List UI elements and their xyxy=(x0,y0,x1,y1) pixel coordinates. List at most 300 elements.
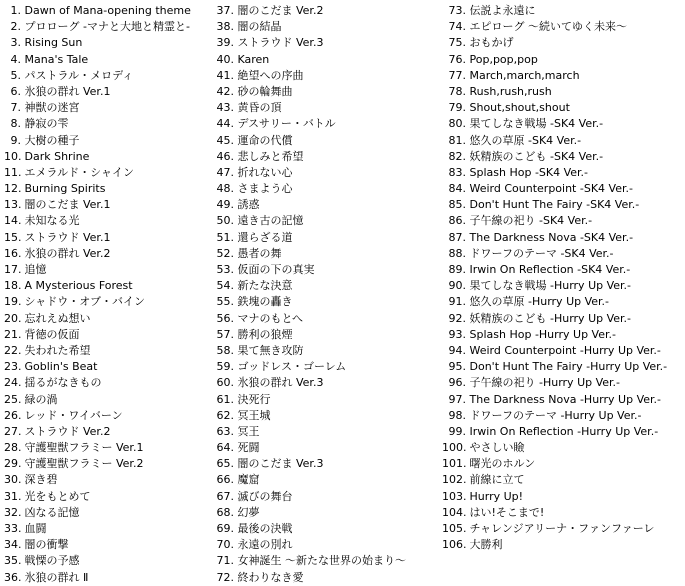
track-row xyxy=(4,343,212,359)
tracklist-column-2 xyxy=(216,3,438,586)
track-number: 79. xyxy=(448,101,466,115)
track-number: 91. xyxy=(448,295,466,309)
track-row xyxy=(4,35,212,51)
track-number: 99. xyxy=(448,424,466,438)
track-number: 68. xyxy=(216,505,234,519)
track-title: マナのもとへ xyxy=(237,311,304,325)
track-number: 28. xyxy=(4,441,22,455)
track-number: 10. xyxy=(4,149,22,163)
track-title: 愚者の舞 xyxy=(237,246,282,260)
track-title: ストラウド Ver.3 xyxy=(237,36,324,50)
track-title: 永遠の別れ xyxy=(237,538,293,552)
track-row xyxy=(216,3,438,19)
track-number: 17. xyxy=(4,263,22,276)
track-title: やさしい瞼 xyxy=(469,441,525,455)
track-title: March,march,march xyxy=(469,68,580,82)
track-row xyxy=(4,489,212,505)
track-number: 57. xyxy=(216,327,234,341)
track-number: 65. xyxy=(216,457,234,471)
track-number: 63. xyxy=(216,424,234,438)
track-title: はい!そこまで! xyxy=(469,505,545,519)
track-title: エピローグ 〜続いてゆく未来〜 xyxy=(469,20,627,34)
track-row xyxy=(442,100,682,116)
track-number: 95. xyxy=(448,360,466,374)
track-row xyxy=(4,52,212,68)
track-number: 35. xyxy=(4,554,22,568)
track-row xyxy=(4,19,212,35)
track-title: パストラル・メロディ xyxy=(24,68,134,82)
track-number: 64. xyxy=(216,441,234,455)
track-number: 50. xyxy=(216,214,234,228)
track-number: 31. xyxy=(4,489,22,503)
track-title: 黄昏の頂 xyxy=(237,101,282,115)
track-title: Don't Hunt The Fairy -Hurry Up Ver.- xyxy=(469,360,668,374)
track-title: A Mysterious Forest xyxy=(24,279,133,293)
track-row xyxy=(4,553,212,569)
track-row xyxy=(216,570,438,586)
track-title: 失われた希望 xyxy=(24,343,91,357)
track-title: 追憶 xyxy=(24,263,47,276)
track-number: 24. xyxy=(4,376,22,390)
track-row xyxy=(216,408,438,424)
track-row xyxy=(442,440,682,456)
track-number: 93. xyxy=(448,327,466,341)
track-number: 80. xyxy=(448,117,466,131)
track-number: 104. xyxy=(442,505,467,519)
track-title: ストラウド Ver.2 xyxy=(24,424,111,438)
track-number: 39. xyxy=(216,36,234,50)
track-number: 25. xyxy=(4,392,22,406)
track-number: 27. xyxy=(4,424,22,438)
track-title: エメラルド・シャイン xyxy=(24,165,134,179)
track-row xyxy=(442,68,682,84)
track-number: 77. xyxy=(448,68,466,82)
track-number: 49. xyxy=(216,198,234,212)
track-row xyxy=(442,84,682,100)
track-number: 98. xyxy=(448,408,466,422)
track-title: 冥王城 xyxy=(237,408,271,422)
track-title: さまよう心 xyxy=(237,182,293,196)
track-row xyxy=(442,230,682,246)
track-number: 33. xyxy=(4,522,22,535)
track-title: おもかげ xyxy=(469,36,514,50)
track-row xyxy=(216,262,438,278)
track-row xyxy=(4,424,212,440)
track-row xyxy=(216,343,438,359)
track-title: 死闘 xyxy=(237,441,260,455)
track-number: 74. xyxy=(448,20,466,34)
track-row xyxy=(4,197,212,213)
track-number: 96. xyxy=(448,376,466,390)
track-row xyxy=(442,213,682,229)
track-number: 18. xyxy=(4,279,22,293)
track-title: Shout,shout,shout xyxy=(469,101,570,115)
track-row xyxy=(442,133,682,149)
track-number: 101. xyxy=(442,457,467,471)
track-row xyxy=(216,19,438,35)
track-row xyxy=(216,440,438,456)
track-row xyxy=(442,35,682,51)
track-number: 76. xyxy=(448,52,466,66)
track-title: 氷狼の群れ Ver.3 xyxy=(237,376,324,390)
track-title: 光をもとめて xyxy=(24,489,91,503)
track-row xyxy=(216,52,438,68)
track-number: 15. xyxy=(4,230,22,244)
track-row xyxy=(4,84,212,100)
track-title: レッド・ワイバーン xyxy=(24,408,123,422)
track-number: 89. xyxy=(448,263,466,276)
track-title: 子午線の祀り -Hurry Up Ver.- xyxy=(469,376,621,390)
track-number: 87. xyxy=(448,230,466,244)
track-number: 62. xyxy=(216,408,234,422)
track-row xyxy=(216,424,438,440)
track-number: 47. xyxy=(216,165,234,179)
track-number: 30. xyxy=(4,473,22,487)
track-row xyxy=(216,521,438,537)
track-title: Hurry Up! xyxy=(469,489,524,503)
track-row xyxy=(442,116,682,132)
track-number: 75. xyxy=(448,36,466,50)
track-number: 21. xyxy=(4,327,22,341)
track-title: ゴッドレス・ゴーレム xyxy=(237,360,347,374)
track-row xyxy=(442,343,682,359)
track-title: 大樹の種子 xyxy=(24,133,80,147)
track-title: 緑の渦 xyxy=(24,392,58,406)
track-row xyxy=(442,19,682,35)
track-number: 53. xyxy=(216,263,234,276)
track-number: 5. xyxy=(10,68,21,82)
track-row xyxy=(4,3,212,19)
track-number: 4. xyxy=(10,52,21,66)
track-title: シャドウ・オブ・バイン xyxy=(24,295,145,309)
track-title: 終わりなき愛 xyxy=(237,570,304,584)
track-number: 73. xyxy=(448,4,466,17)
track-title: 悠久の草原 -Hurry Up Ver.- xyxy=(469,295,610,309)
track-number: 8. xyxy=(10,117,21,131)
track-row xyxy=(216,553,438,569)
track-row xyxy=(216,165,438,181)
track-row xyxy=(216,149,438,165)
track-title: 決死行 xyxy=(237,392,271,406)
track-number: 86. xyxy=(448,214,466,228)
track-title: 氷狼の群れ Ⅱ xyxy=(24,570,89,584)
track-number: 11. xyxy=(4,165,22,179)
track-number: 48. xyxy=(216,182,234,196)
track-row xyxy=(4,375,212,391)
track-title: 冥王 xyxy=(237,424,260,438)
track-row xyxy=(4,537,212,553)
track-row xyxy=(216,100,438,116)
track-row xyxy=(4,246,212,262)
track-row xyxy=(216,505,438,521)
track-title: 女神誕生 〜新たな世界の始まり〜 xyxy=(237,554,406,568)
track-number: 69. xyxy=(216,522,234,535)
track-row xyxy=(216,278,438,294)
track-number: 84. xyxy=(448,182,466,196)
track-number: 13. xyxy=(4,198,22,212)
track-row xyxy=(442,327,682,343)
track-row xyxy=(216,392,438,408)
track-title: 守護聖獣フラミー Ver.1 xyxy=(24,441,144,455)
track-title: Rush,rush,rush xyxy=(469,84,552,98)
track-row xyxy=(442,3,682,19)
track-number: 14. xyxy=(4,214,22,228)
track-title: 新たな決意 xyxy=(237,279,293,293)
track-row xyxy=(4,505,212,521)
track-title: Burning Spirits xyxy=(24,182,106,196)
track-title: プロローグ -マナと大地と精霊と- xyxy=(24,20,190,34)
track-number: 54. xyxy=(216,279,234,293)
track-title: Splash Hop -SK4 Ver.- xyxy=(469,165,589,179)
track-number: 6. xyxy=(10,84,21,98)
track-number: 72. xyxy=(216,570,234,584)
track-row xyxy=(442,311,682,327)
track-title: 未知なる光 xyxy=(24,214,80,228)
track-row xyxy=(442,262,682,278)
track-title: Rising Sun xyxy=(24,36,83,50)
track-title: 誘惑 xyxy=(237,198,260,212)
track-row xyxy=(216,489,438,505)
track-title: 戦慄の予感 xyxy=(24,554,80,568)
track-title: 絶望への序曲 xyxy=(237,68,304,82)
track-title: Splash Hop -Hurry Up Ver.- xyxy=(469,327,616,341)
track-row xyxy=(442,408,682,424)
track-number: 9. xyxy=(10,133,21,147)
track-row xyxy=(216,375,438,391)
track-number: 36. xyxy=(4,570,22,584)
track-row xyxy=(442,489,682,505)
track-row xyxy=(442,375,682,391)
track-title: 幻夢 xyxy=(237,505,260,519)
track-title: Irwin On Reflection -SK4 Ver.- xyxy=(469,263,631,276)
track-row xyxy=(4,570,212,586)
track-title: 闇の衝撃 xyxy=(24,538,69,552)
track-row xyxy=(442,392,682,408)
track-title: 闇のこだま Ver.1 xyxy=(24,198,111,212)
track-title: 悲しみと希望 xyxy=(237,149,304,163)
track-row xyxy=(442,521,682,537)
track-row xyxy=(4,392,212,408)
track-number: 61. xyxy=(216,392,234,406)
track-title: Pop,pop,pop xyxy=(469,52,538,66)
track-row xyxy=(216,294,438,310)
track-row xyxy=(4,230,212,246)
track-number: 32. xyxy=(4,505,22,519)
track-number: 2. xyxy=(10,20,21,34)
track-title: Mana's Tale xyxy=(24,52,89,66)
track-title: 子午線の祀り -SK4 Ver.- xyxy=(469,214,593,228)
track-row xyxy=(216,456,438,472)
track-row xyxy=(4,294,212,310)
track-number: 41. xyxy=(216,68,234,82)
track-number: 90. xyxy=(448,279,466,293)
track-title: 凶なる記憶 xyxy=(24,505,80,519)
track-row xyxy=(442,294,682,310)
track-row xyxy=(216,230,438,246)
track-number: 88. xyxy=(448,246,466,260)
track-number: 85. xyxy=(448,198,466,212)
track-number: 106. xyxy=(442,538,467,552)
track-row xyxy=(4,165,212,181)
track-row xyxy=(216,133,438,149)
track-title: 前線に立て xyxy=(469,473,525,487)
track-number: 105. xyxy=(442,522,467,535)
track-title: 守護聖獣フラミー Ver.2 xyxy=(24,457,144,471)
track-row xyxy=(216,84,438,100)
track-title: Dark Shrine xyxy=(24,149,90,163)
track-row xyxy=(4,116,212,132)
track-number: 78. xyxy=(448,84,466,98)
track-row xyxy=(442,359,682,375)
track-row xyxy=(442,537,682,553)
track-row xyxy=(4,359,212,375)
track-title: 曙光のホルン xyxy=(469,457,536,471)
track-row xyxy=(4,521,212,537)
track-title: Irwin On Reflection -Hurry Up Ver.- xyxy=(469,424,659,438)
track-title: The Darkness Nova -SK4 Ver.- xyxy=(469,230,634,244)
track-row xyxy=(442,472,682,488)
track-title: ドワーフのテーマ -SK4 Ver.- xyxy=(469,246,614,260)
track-number: 56. xyxy=(216,311,234,325)
track-number: 40. xyxy=(216,52,234,66)
track-title: 伝説よ永遠に xyxy=(469,4,536,17)
track-row xyxy=(4,149,212,165)
track-title: Weird Counterpoint -Hurry Up Ver.- xyxy=(469,343,661,357)
track-number: 97. xyxy=(448,392,466,406)
track-number: 12. xyxy=(4,182,22,196)
track-row xyxy=(216,68,438,84)
track-row xyxy=(4,440,212,456)
track-title: Goblin's Beat xyxy=(24,360,98,374)
track-number: 38. xyxy=(216,20,234,34)
track-title: 砂の輪舞曲 xyxy=(237,84,293,98)
track-number: 29. xyxy=(4,457,22,471)
track-number: 92. xyxy=(448,311,466,325)
track-number: 60. xyxy=(216,376,234,390)
track-row xyxy=(442,52,682,68)
track-number: 81. xyxy=(448,133,466,147)
track-row xyxy=(4,100,212,116)
track-number: 22. xyxy=(4,343,22,357)
track-row xyxy=(4,327,212,343)
track-title: 果て無き攻防 xyxy=(237,343,304,357)
track-title: 神獣の迷宮 xyxy=(24,101,80,115)
track-title: 還らざる道 xyxy=(237,230,293,244)
track-row xyxy=(4,408,212,424)
tracklist-column-3 xyxy=(442,3,682,553)
track-title: Karen xyxy=(237,52,270,66)
track-number: 42. xyxy=(216,84,234,98)
track-title: 折れない心 xyxy=(237,165,293,179)
track-number: 23. xyxy=(4,360,22,374)
track-number: 45. xyxy=(216,133,234,147)
track-title: 氷狼の群れ Ver.2 xyxy=(24,246,111,260)
track-row xyxy=(442,456,682,472)
track-title: 妖精族のこども -SK4 Ver.- xyxy=(469,149,604,163)
track-number: 83. xyxy=(448,165,466,179)
track-row xyxy=(216,327,438,343)
track-title: 滅びの舞台 xyxy=(237,489,293,503)
track-number: 34. xyxy=(4,538,22,552)
track-row xyxy=(4,262,212,278)
track-number: 1. xyxy=(10,4,21,17)
tracklist-column-1 xyxy=(4,3,212,586)
track-number: 102. xyxy=(442,473,467,487)
track-row xyxy=(216,537,438,553)
track-row xyxy=(216,197,438,213)
track-number: 94. xyxy=(448,343,466,357)
track-title: 勝利の狼煙 xyxy=(237,327,293,341)
track-row xyxy=(442,197,682,213)
track-number: 26. xyxy=(4,408,22,422)
track-row xyxy=(4,311,212,327)
track-title: 最後の決戦 xyxy=(237,522,293,535)
track-number: 43. xyxy=(216,101,234,115)
track-title: The Darkness Nova -Hurry Up Ver.- xyxy=(469,392,661,406)
track-number: 71. xyxy=(216,554,234,568)
track-title: 悠久の草原 -SK4 Ver.- xyxy=(469,133,582,147)
track-title: 闇の結晶 xyxy=(237,20,282,34)
track-number: 59. xyxy=(216,360,234,374)
track-number: 37. xyxy=(216,4,234,17)
track-number: 44. xyxy=(216,117,234,131)
track-title: 背徳の仮面 xyxy=(24,327,80,341)
track-title: デスサリー・バトル xyxy=(237,117,336,131)
track-row xyxy=(216,116,438,132)
track-title: 静寂の雫 xyxy=(24,117,69,131)
track-row xyxy=(216,213,438,229)
track-title: 果てしなき戦場 -SK4 Ver.- xyxy=(469,117,604,131)
track-number: 58. xyxy=(216,343,234,357)
track-row xyxy=(4,278,212,294)
track-title: 深き碧 xyxy=(24,473,58,487)
track-number: 100. xyxy=(442,441,467,455)
track-number: 19. xyxy=(4,295,22,309)
track-title: 妖精族のこども -Hurry Up Ver.- xyxy=(469,311,632,325)
track-number: 55. xyxy=(216,295,234,309)
track-number: 52. xyxy=(216,246,234,260)
track-row xyxy=(4,181,212,197)
track-row xyxy=(442,165,682,181)
track-number: 16. xyxy=(4,246,22,260)
track-row xyxy=(4,133,212,149)
track-row xyxy=(442,278,682,294)
track-number: 20. xyxy=(4,311,22,325)
track-title: ドワーフのテーマ -Hurry Up Ver.- xyxy=(469,408,642,422)
track-row xyxy=(442,181,682,197)
track-row xyxy=(442,424,682,440)
track-row xyxy=(442,505,682,521)
track-title: 忘れえぬ想い xyxy=(24,311,91,325)
track-title: 魔窟 xyxy=(237,473,260,487)
track-number: 67. xyxy=(216,489,234,503)
track-title: 血闘 xyxy=(24,522,47,535)
track-title: 揺るがなきもの xyxy=(24,376,102,390)
track-number: 51. xyxy=(216,230,234,244)
track-title: ストラウド Ver.1 xyxy=(24,230,111,244)
track-number: 3. xyxy=(10,36,21,50)
track-number: 82. xyxy=(448,149,466,163)
track-row xyxy=(216,181,438,197)
track-row xyxy=(4,213,212,229)
track-title: Weird Counterpoint -SK4 Ver.- xyxy=(469,182,633,196)
track-title: チャレンジアリーナ・ファンファーレ xyxy=(469,522,655,535)
track-row xyxy=(442,246,682,262)
track-row xyxy=(216,472,438,488)
track-title: 闇のこだま Ver.2 xyxy=(237,4,324,17)
track-row xyxy=(216,359,438,375)
track-title: 氷狼の群れ Ver.1 xyxy=(24,84,111,98)
